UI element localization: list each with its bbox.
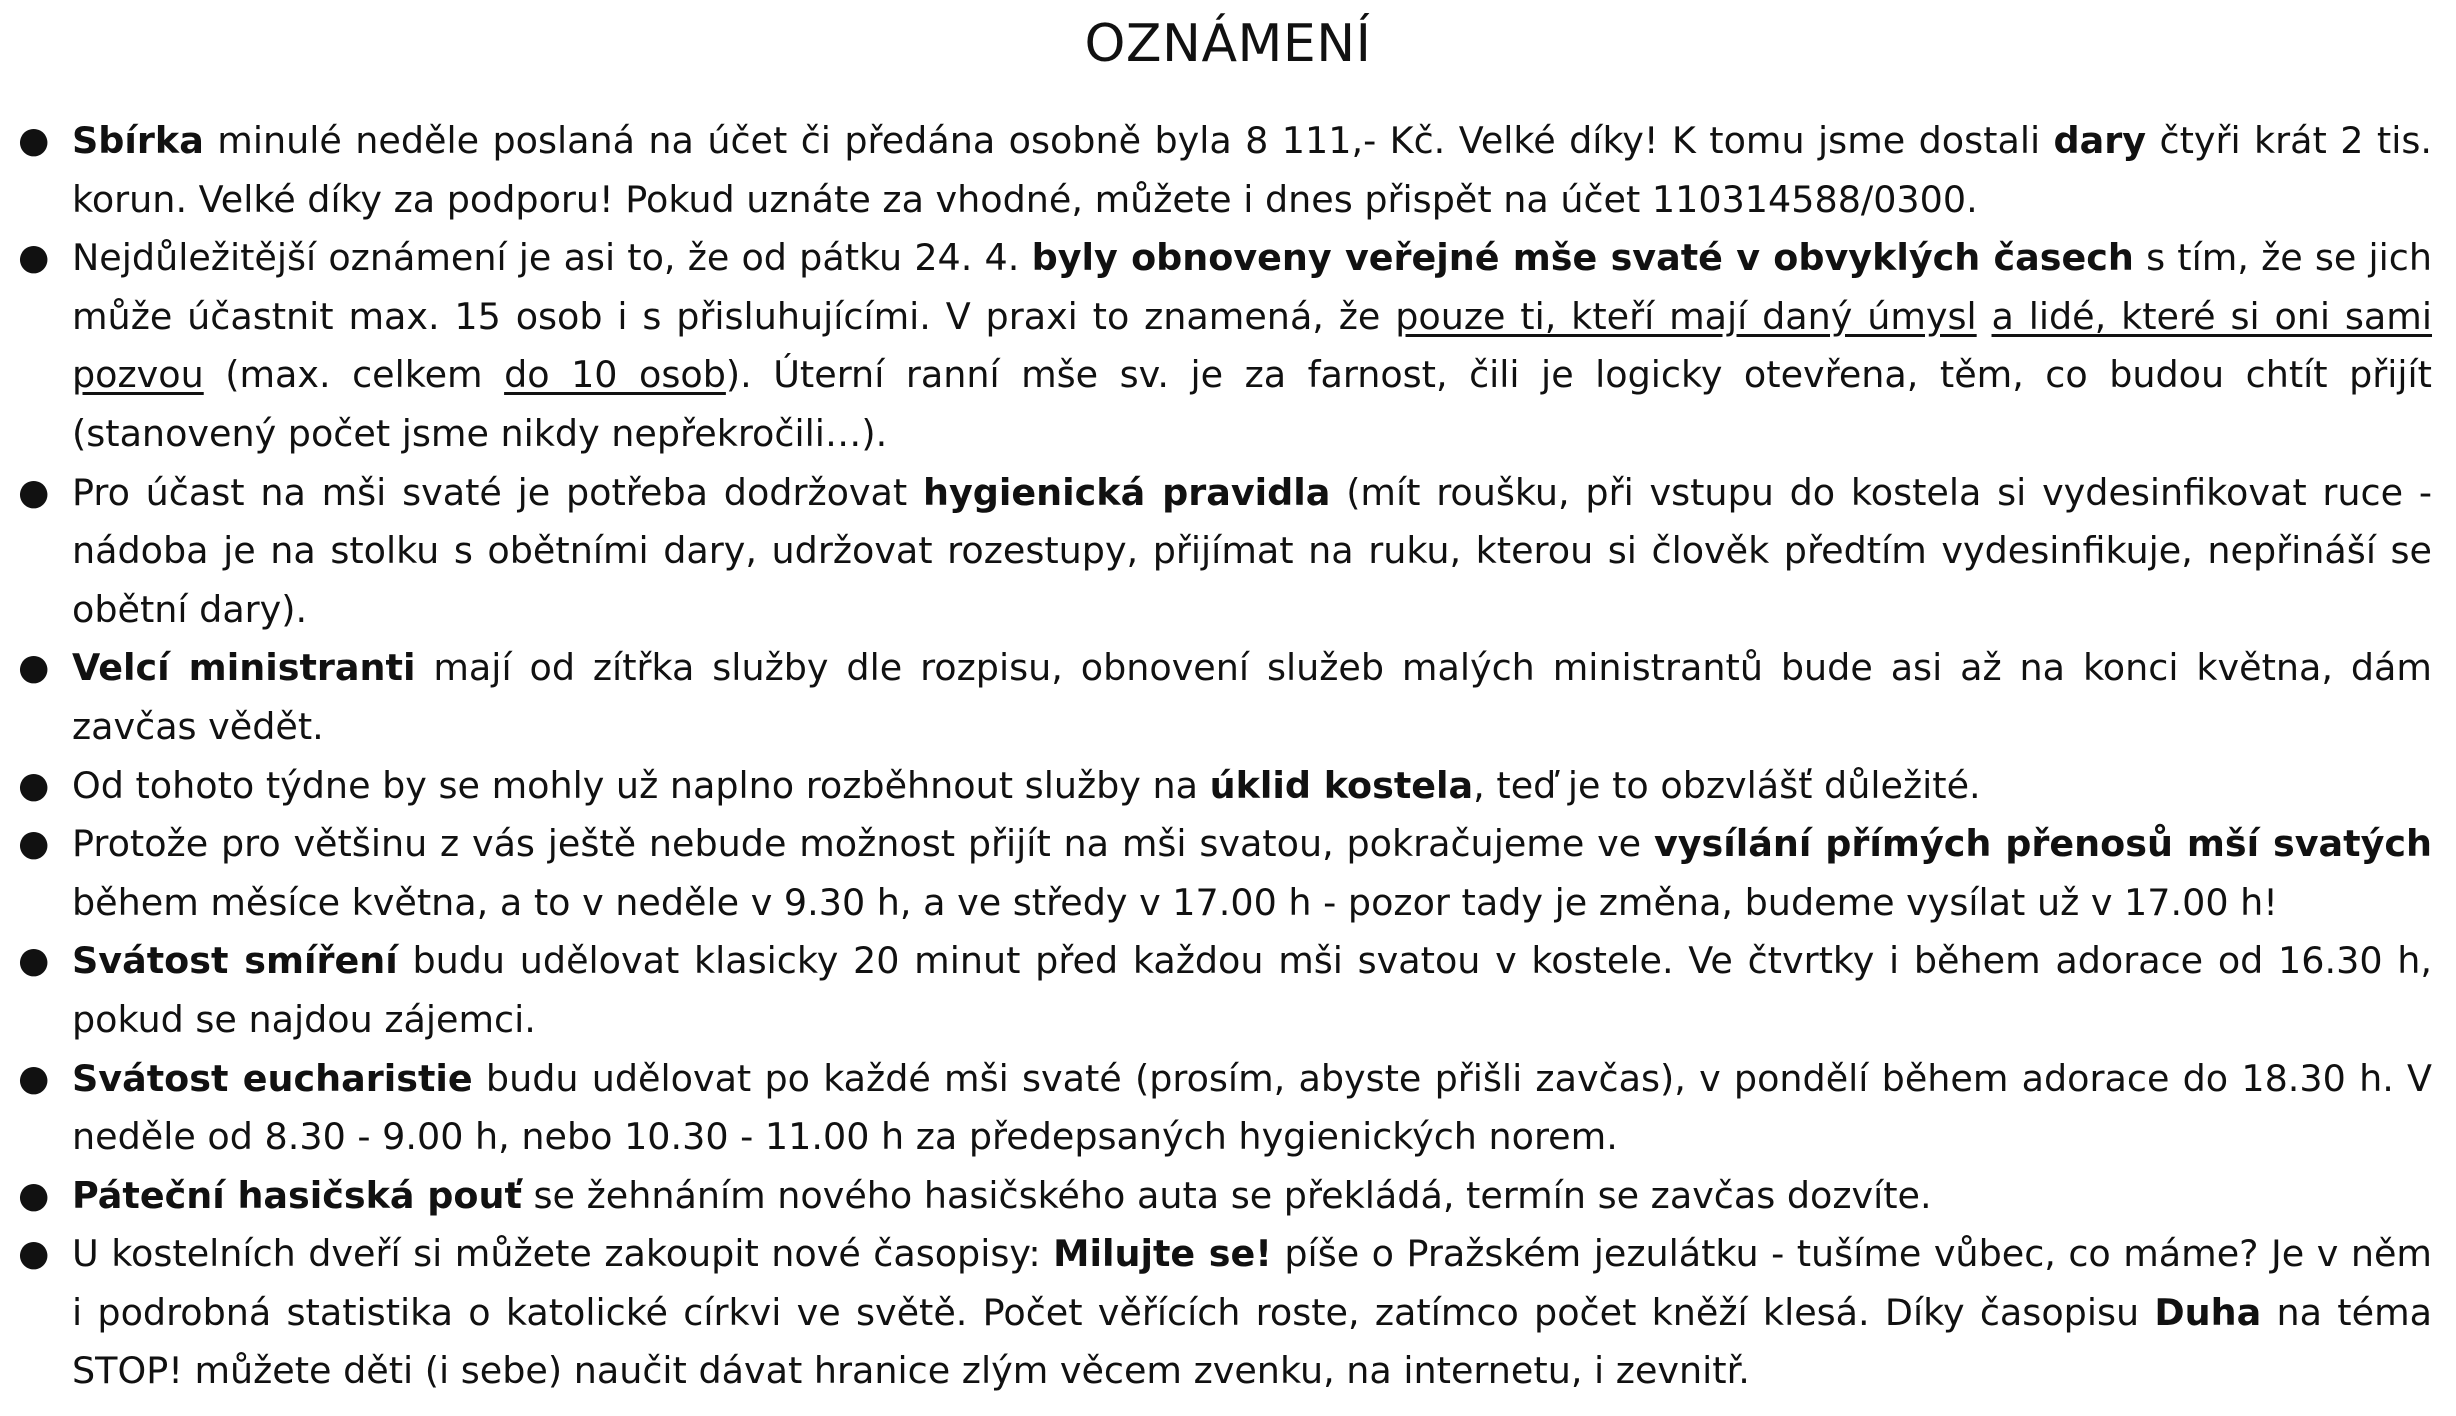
announcement-emphasis: hygienická pravidla [923,470,1331,514]
announcement-item [18,1167,2432,1226]
announcement-item [18,757,2432,816]
announcement-item [18,229,2432,463]
announcement-item [18,464,2433,640]
announcement-text: minulé neděle poslaná na účet či předána osobně byla 8 111,- Kč. Velké díky! K tomu jsme dostali [203,119,2054,162]
announcement-emphasis: Sbírka [72,119,204,162]
announcement-text: Pro účast na mši svaté je potřeba dodržovat [72,470,923,514]
announcement-text [1977,295,1992,338]
announcement-text: se žehnáním nového hasičského auta se překládá, termín se zavčas dozvíte. [521,1173,1932,1217]
bullet-icon: ● [18,823,50,865]
announcement-text: během měsíce května, a to v neděle v 9.30 h, a ve středy v 17.00 h - pozor tady je změna, budeme vysílat už v 17.00 h! [72,880,2278,924]
announcement-emphasis: byly obnoveny veřejné mše svaté v obvyklých časech [1031,236,2134,280]
bullet-icon: ● [18,237,50,279]
announcement-text: (max. celkem [203,353,505,397]
announcement-text: Nejdůležitější oznámení je asi to, že od pátku 24. 4. [72,236,1032,280]
announcement-text: budu udělovat klasicky 20 minut před každou mši svatou v kostele. Ve čtvrtky i během adorace od 16.30 h, pokud se najdou zájemci. [72,939,2432,1041]
announcement-emphasis: vysílání přímých přenosů mší svatých [1653,822,2432,866]
announcement-emphasis: Páteční hasičská pouť [72,1173,522,1217]
bullet-icon: ● [18,120,50,161]
page-title: OZNÁMENÍ [1084,14,1372,74]
announcement-text: U kostelních dveří si můžete zakoupit nové časopisy: [72,1232,1054,1276]
announcement-text: budu udělovat po každé mši svaté (prosím, abyste přišli zavčas), v pondělí během adorace do 18.30 h. V neděle od 8.30 - 9.00 h, nebo 10.30 - 11.00 h za předepsaných hygienických norem. [72,1056,2432,1159]
bullet-icon: ● [18,764,50,806]
bullet-icon: ● [18,471,50,513]
bullet-icon: ● [18,1233,50,1275]
announcement-text: Protože pro většinu z vás ještě nebude možnost přijít na mši svatou, pokračujeme ve [72,822,1654,866]
bullet-icon: ● [18,647,50,689]
announcement-underlined-text: do 10 osob [504,353,726,397]
bullet-icon: ● [18,940,50,982]
announcement-item [18,639,2432,756]
announcement-emphasis: dary [2053,119,2147,162]
announcement-text: Od tohoto týdne by se mohly už naplno rozběhnout služby na [72,763,1210,807]
announcement-emphasis: Svátost smíření [72,939,398,983]
announcement-underlined-text: a lidé, které si oni sami pozvou [72,294,2432,397]
announcement-text: s tím, že se jich může účastnit max. 15 osob i s přisluhujícími. V praxi to znamená, že [72,236,2432,338]
announcement-text: (mít roušku, při vstupu do kostela si vydesinfikovat ruce - nádoba je na stolku s obětními dary, udržovat rozestupy, přijímat na ruku, kterou si člověk předtím vydesinfikuje, nepřináší se obětní dary). [72,470,2433,631]
announcement-emphasis: úklid kostela [1209,763,1474,807]
announcement-item [18,1050,2432,1167]
announcements-list [18,112,2433,1401]
bullet-icon: ● [18,1174,50,1216]
announcement-text: píše o Pražském jezulátku - tušíme vůbec, co máme? Je v něm i podrobná statistika o katolické církvi ve světě. Počet věřících roste, zatímco počet kněží klesá. Díky časopisu [72,1232,2432,1334]
bullet-icon: ● [18,1057,50,1099]
announcement-item [18,1225,2432,1401]
announcement-text: mají od zítřka služby dle rozpisu, obnovení služeb malých ministrantů bude asi až na konci května, dám zavčas vědět. [72,646,2432,748]
announcement-item [18,112,2432,229]
announcement-emphasis: Duha [2154,1290,2262,1334]
announcement-emphasis: Velcí ministranti [72,646,416,690]
announcement-text: , teď je to obzvlášť důležité. [1473,763,1981,807]
announcement-item [18,932,2432,1049]
announcement-text: na téma STOP! můžete děti (i sebe) naučit dávat hranice zlým věcem zvenku, na internetu, i zevnitř. [72,1290,2432,1393]
announcement-underlined-text: pouze ti, kteří mají daný úmysl [1395,294,1977,338]
announcement-emphasis: Svátost eucharistie [72,1056,473,1100]
announcement-text: ). Úterní ranní mše sv. je za farnost, čili je logicky otevřena, těm, co budou chtít přijít (stanovený počet jsme nikdy nepřekročili…). [72,353,2432,455]
announcement-emphasis: Milujte se! [1053,1232,1272,1276]
announcement-text: čtyři krát 2 tis. korun. Velké díky za podporu! Pokud uznáte za vhodné, můžete i dnes přispět na účet 110314588/0300. [72,119,2432,221]
announcement-item [18,815,2432,932]
